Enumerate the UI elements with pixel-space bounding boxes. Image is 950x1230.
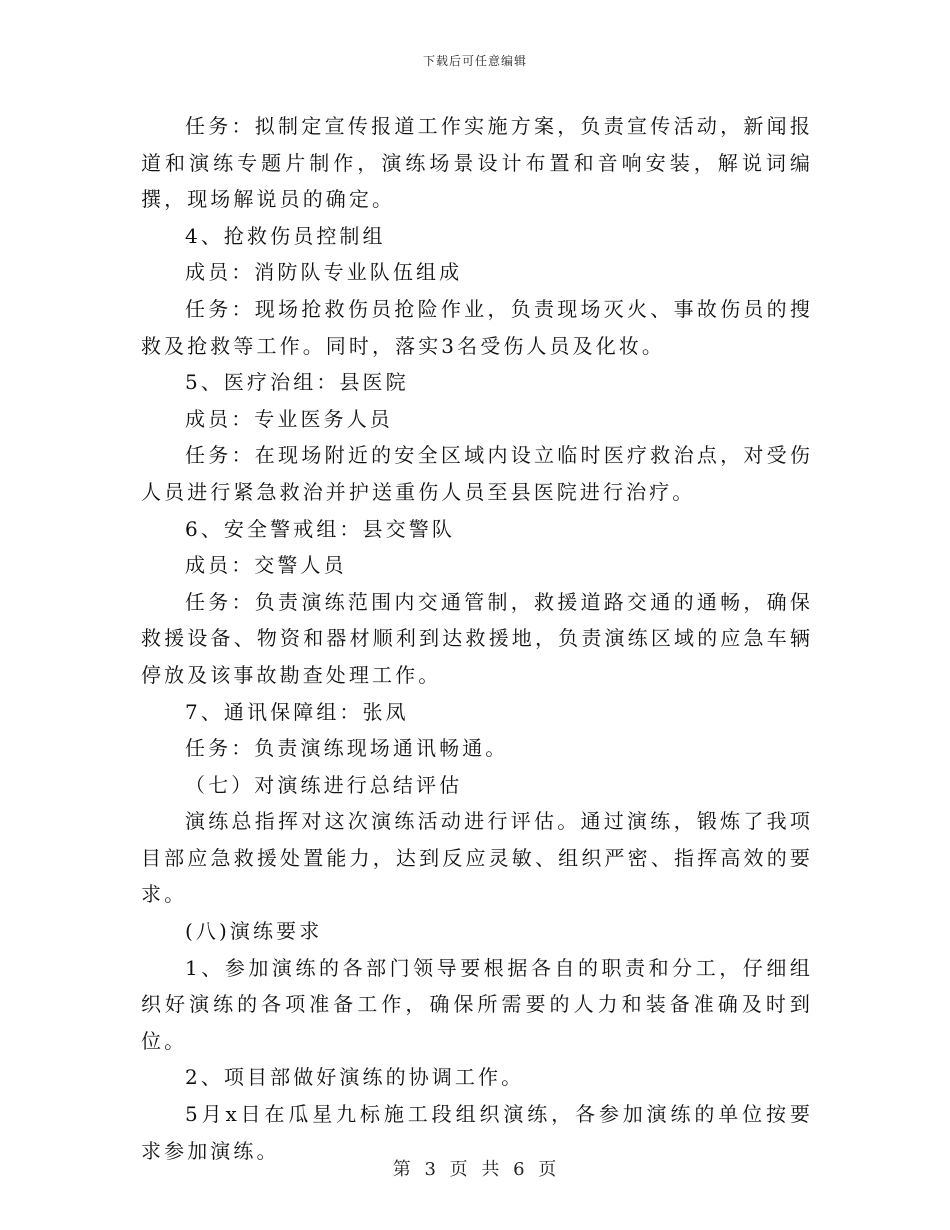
paragraph-drill-date: 5月x日在瓜星九标施工段组织演练，各参加演练的单位按要求参加演练。 [141, 1102, 813, 1163]
paragraph-communication-task: 任务：负责演练现场通讯畅通。 [185, 736, 509, 761]
section-communication-group: 7、通讯保障组：张凤 [185, 699, 409, 724]
paragraph-evaluation: 演练总指挥对这次演练活动进行评估。通过演练，锻炼了我项目部应急救援处置能力，达到反应灵敏、组织严密、指挥高效的要求。 [141, 809, 813, 907]
paragraph-publicity-task: 任务：拟制定宣传报道工作实施方案，负责宣传活动，新闻报道和演练专题片制作，演练场景设计布置和音响安装，解说词编撰，现场解说员的确定。 [141, 114, 813, 212]
paragraph-requirement-2: 2、项目部做好演练的协调工作。 [185, 1065, 525, 1090]
paragraph-security-task: 任务：负责演练范围内交通管制，救援道路交通的通畅，确保救援设备、物资和器材顺利到达救援地，负责演练区域的应急车辆停放及该事故勘查处理工作。 [141, 589, 813, 687]
paragraph-requirement-1: 1、参加演练的各部门领导要根据各自的职责和分工，仔细组织好演练的各项准备工作，确保所需要的人力和装备准确及时到位。 [141, 955, 813, 1053]
paragraph-medical-task: 任务：在现场附近的安全区域内设立临时医疗救治点，对受伤人员进行紧急救治并护送重伤人员至县医院进行治疗。 [141, 443, 813, 504]
section-requirements: (八)演练要求 [185, 919, 323, 944]
paragraph-security-members: 成员：交警人员 [185, 553, 347, 578]
paragraph-rescue-members: 成员：消防队专业队伍组成 [185, 260, 463, 285]
section-rescue-group: 4、抢救伤员控制组 [185, 223, 386, 248]
section-medical-group: 5、医疗治组：县医院 [185, 370, 409, 395]
page-header: 下载后可任意编辑 [422, 54, 527, 68]
section-security-group: 6、安全警戒组：县交警队 [185, 516, 455, 541]
paragraph-rescue-task: 任务：现场抢救伤员抢险作业，负责现场灭火、事故伤员的搜救及抢救等工作。同时，落实3名受伤人员及化妆。 [141, 296, 813, 358]
document-body [141, 108, 813, 1169]
section-evaluation: （七）对演练进行总结评估 [185, 772, 463, 797]
page-footer: 第 3 页 共 6 页 [392, 1159, 558, 1180]
paragraph-medical-members: 成员：专业医务人员 [185, 406, 393, 431]
